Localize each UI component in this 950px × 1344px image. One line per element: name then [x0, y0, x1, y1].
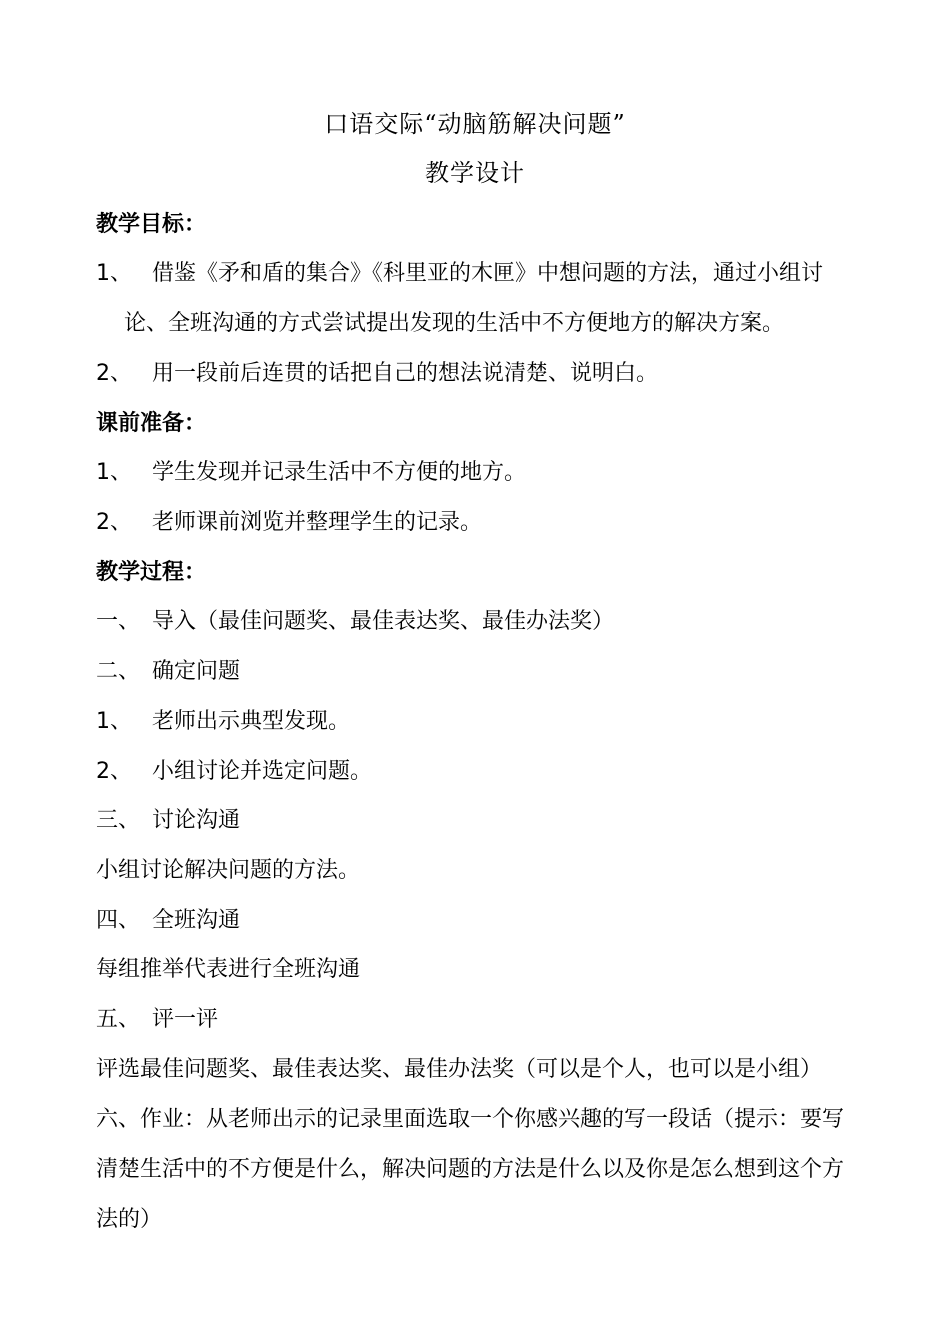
- step-text: 讨论沟通: [152, 808, 241, 833]
- step-5-detail: 评选最佳问题奖、最佳表达奖、最佳办法奖（可以是个人，也可以是小组）: [96, 1057, 823, 1082]
- preparation-number: 1、: [96, 460, 132, 485]
- process-step-2: [96, 657, 876, 687]
- homework-line-3: 法的）: [96, 1207, 163, 1232]
- step-number: 三、: [96, 808, 141, 833]
- objective-text: 用一段前后连贯的话把自己的想法说清楚、说明白。: [152, 361, 659, 386]
- step-text: 导入（最佳问题奖、最佳表达奖、最佳办法奖）: [152, 609, 615, 634]
- homework-line-1: 六、作业：从老师出示的记录里面选取一个你感兴趣的写一段话（提示：要写: [96, 1107, 845, 1132]
- step-2-item-1: [96, 707, 876, 737]
- process-heading: 教学过程：: [96, 560, 207, 585]
- process-step-5: [96, 1005, 876, 1035]
- document-title: 口语交际“动脑筋解决问题”: [324, 110, 626, 138]
- sub-item-number: 1、: [96, 709, 132, 734]
- sub-item-number: 2、: [96, 759, 132, 784]
- sub-item-text: 老师出示典型发现。: [152, 709, 351, 734]
- step-4-detail: 每组推举代表进行全班沟通: [96, 957, 361, 982]
- process-step-1: [96, 607, 876, 637]
- step-number: 五、: [96, 1007, 141, 1032]
- objective-number: 1、: [96, 261, 132, 286]
- preparation-heading: 课前准备：: [96, 411, 207, 436]
- objective-text: 借鉴《矛和盾的集合》《科里亚的木匣》中想问题的方法，通过小组讨: [152, 261, 824, 286]
- homework-line-2: 清楚生活中的不方便是什么，解决问题的方法是什么以及你是怎么想到这个方: [96, 1157, 845, 1182]
- step-3-detail: 小组讨论解决问题的方法。: [96, 858, 361, 883]
- preparation-item-2: [96, 508, 876, 538]
- preparation-number: 2、: [96, 510, 132, 535]
- step-number: 一、: [96, 609, 141, 634]
- preparation-item-1: [96, 458, 876, 488]
- preparation-text: 学生发现并记录生活中不方便的地方。: [152, 460, 527, 485]
- preparation-text: 老师课前浏览并整理学生的记录。: [152, 510, 483, 535]
- objective-item-1-continued: 论、全班沟通的方式尝试提出发现的生活中不方便地方的解决方案。: [124, 311, 785, 336]
- step-number: 二、: [96, 659, 141, 684]
- step-text: 确定问题: [152, 659, 241, 684]
- sub-item-text: 小组讨论并选定问题。: [152, 759, 373, 784]
- objectives-heading: 教学目标：: [96, 212, 207, 237]
- document-subtitle: 教学设计: [425, 159, 525, 187]
- process-step-3: [96, 806, 876, 836]
- process-step-4: [96, 906, 876, 936]
- step-2-item-2: [96, 757, 876, 787]
- step-number: 四、: [96, 908, 141, 933]
- objective-number: 2、: [96, 361, 132, 386]
- objective-item-1: [96, 259, 876, 289]
- step-text: 全班沟通: [152, 908, 241, 933]
- objective-item-2: [96, 359, 876, 389]
- step-text: 评一评: [152, 1007, 219, 1032]
